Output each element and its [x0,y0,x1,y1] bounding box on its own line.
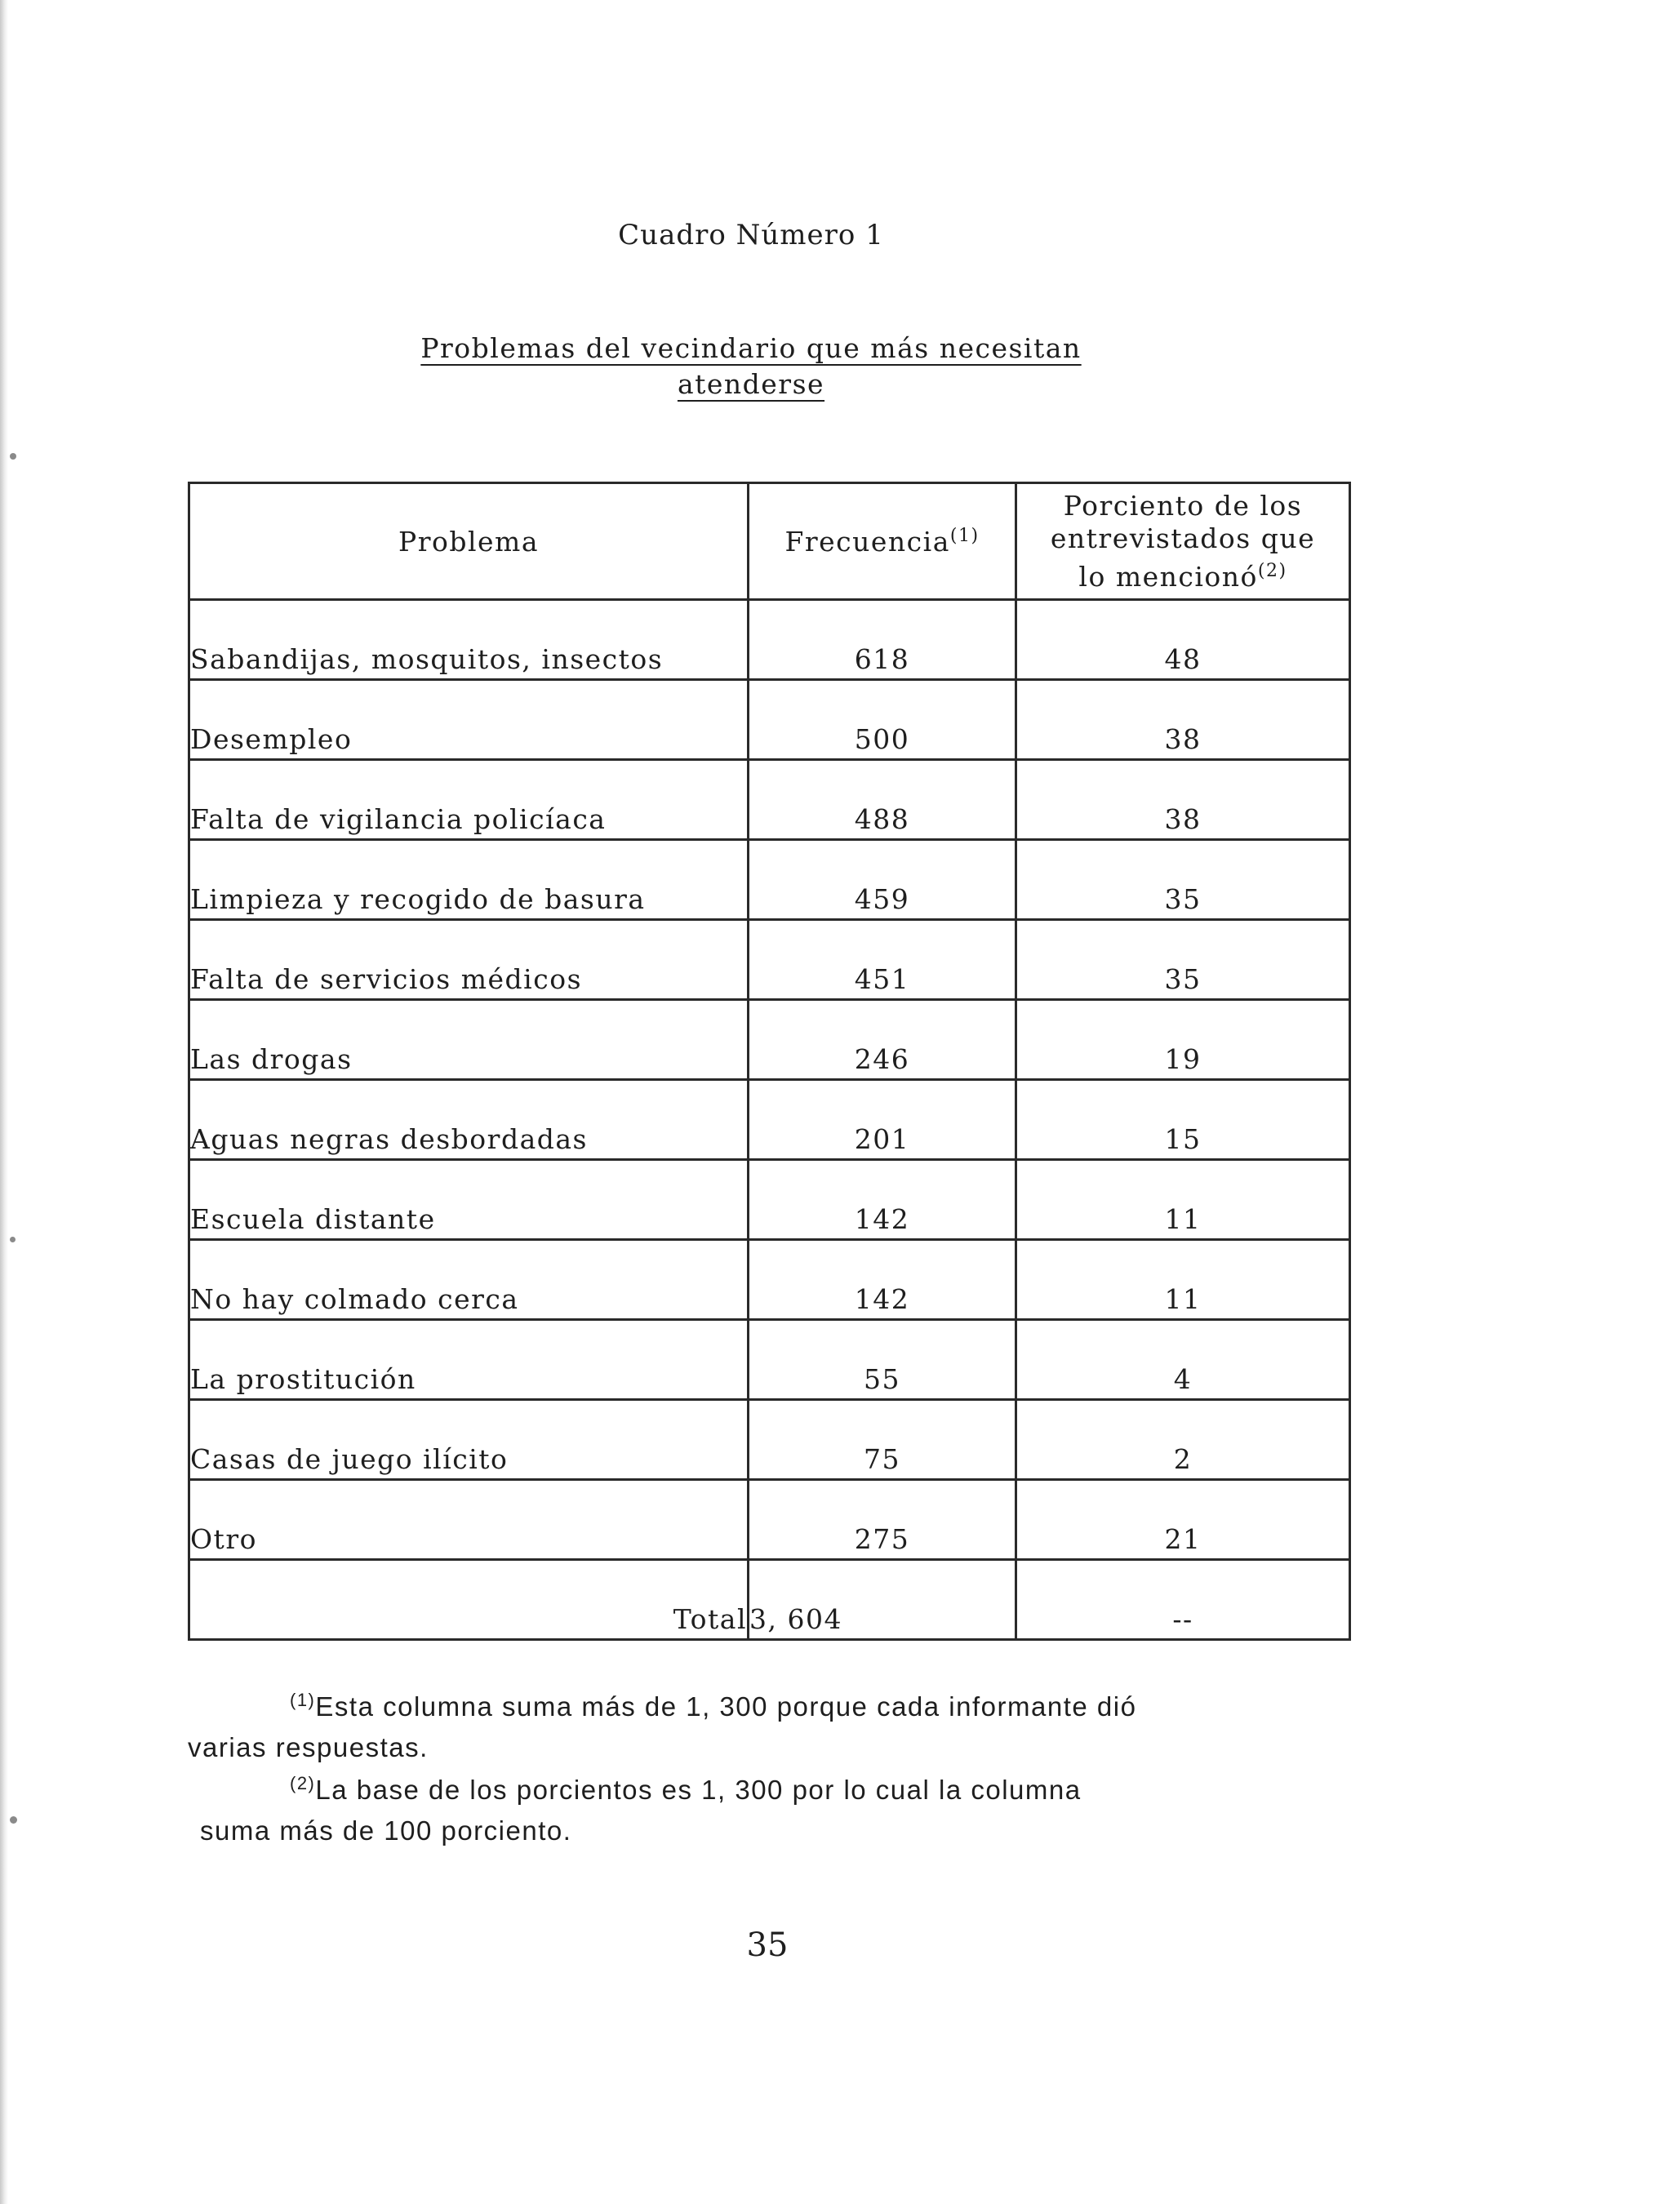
table-row [189,1240,1350,1320]
header-frequency [749,483,1016,600]
footnote-2-marker: (2) [290,1773,316,1793]
cell-frequency: 55 [749,1320,1016,1400]
table-row [189,840,1350,920]
table-row [189,1400,1350,1480]
cell-frequency: 201 [749,1080,1016,1160]
header-percent-note: (2) [1257,560,1287,581]
cell-problem: Desempleo [189,680,749,760]
cell-problem: Escuela distante [189,1160,749,1240]
cell-problem: Sabandijas, mosquitos, insectos [189,600,749,680]
page-title: Cuadro Número 1 [618,219,884,251]
header-percent-line-1: Porciento de los [1063,489,1303,522]
cell-problem: Falta de vigilancia policíaca [189,760,749,840]
table-row [189,1160,1350,1240]
cell-percent: 38 [1016,760,1350,840]
footnote-2-line-2: suma más de 100 porciento. [200,1815,572,1846]
cell-problem: Casas de juego ilícito [189,1400,749,1480]
cell-problem: Otro [189,1480,749,1560]
problems-table [188,482,1351,1641]
cell-problem: Aguas negras desbordadas [189,1080,749,1160]
table-row [189,1320,1350,1400]
cell-problem: La prostitución [189,1320,749,1400]
cell-problem: Limpieza y recogido de basura [189,840,749,920]
cell-frequency: 75 [749,1400,1016,1480]
footnote-2-line-1: La base de los porcientos es 1, 300 por lo cual la columna [315,1775,1082,1805]
total-row [189,1560,1350,1640]
cell-problem: Falta de servicios médicos [189,920,749,1000]
cell-percent: 15 [1016,1080,1350,1160]
table-row [189,600,1350,680]
header-percent [1016,483,1350,600]
cell-problem: No hay colmado cerca [189,1240,749,1320]
cell-frequency: 275 [749,1480,1016,1560]
scan-speck [10,1816,17,1824]
cell-frequency: 246 [749,1000,1016,1080]
scan-speck [10,453,16,460]
total-label: Total [189,1560,749,1640]
cell-problem: Las drogas [189,1000,749,1080]
header-problem-label: Problema [398,525,540,558]
cell-percent: 21 [1016,1480,1350,1560]
cell-frequency: 488 [749,760,1016,840]
table-header-row [189,483,1350,600]
total-frequency: 3, 604 [749,1560,1016,1640]
cell-frequency: 142 [749,1160,1016,1240]
cell-percent: 35 [1016,840,1350,920]
header-problem [189,483,749,600]
footnote-2 [188,1763,1396,1851]
page-number: 35 [746,1926,789,1964]
cell-percent: 19 [1016,1000,1350,1080]
cell-percent: 35 [1016,920,1350,1000]
footnote-1 [188,1680,1396,1768]
cell-frequency: 451 [749,920,1016,1000]
header-frequency-note: (1) [949,525,980,546]
scan-speck [10,1237,16,1242]
cell-frequency: 142 [749,1240,1016,1320]
footnote-1-line-1: Esta columna suma más de 1, 300 porque cada informante dió [315,1691,1137,1722]
subtitle-line-1: Problemas del vecindario que más necesitan [420,332,1082,364]
table-row [189,760,1350,840]
cell-percent: 38 [1016,680,1350,760]
cell-frequency: 459 [749,840,1016,920]
table-row [189,1000,1350,1080]
footnote-1-line-2: varias respuestas. [188,1732,429,1762]
footnote-1-marker: (1) [290,1690,316,1710]
header-frequency-label: Frecuencia [784,525,950,558]
cell-percent: 48 [1016,600,1350,680]
header-percent-line-3: lo mencionó [1078,560,1258,593]
header-percent-line-2: entrevistados que [1050,522,1316,554]
cell-percent: 11 [1016,1160,1350,1240]
table-row [189,680,1350,760]
subtitle-line-2: atenderse [677,368,825,400]
cell-percent: 11 [1016,1240,1350,1320]
total-percent: -- [1016,1560,1350,1640]
cell-frequency: 500 [749,680,1016,760]
cell-percent: 2 [1016,1400,1350,1480]
table-row [189,1480,1350,1560]
cell-percent: 4 [1016,1320,1350,1400]
table-subtitle [327,331,1176,402]
cell-frequency: 618 [749,600,1016,680]
table-row [189,1080,1350,1160]
scan-edge [0,0,8,2204]
table-row [189,920,1350,1000]
